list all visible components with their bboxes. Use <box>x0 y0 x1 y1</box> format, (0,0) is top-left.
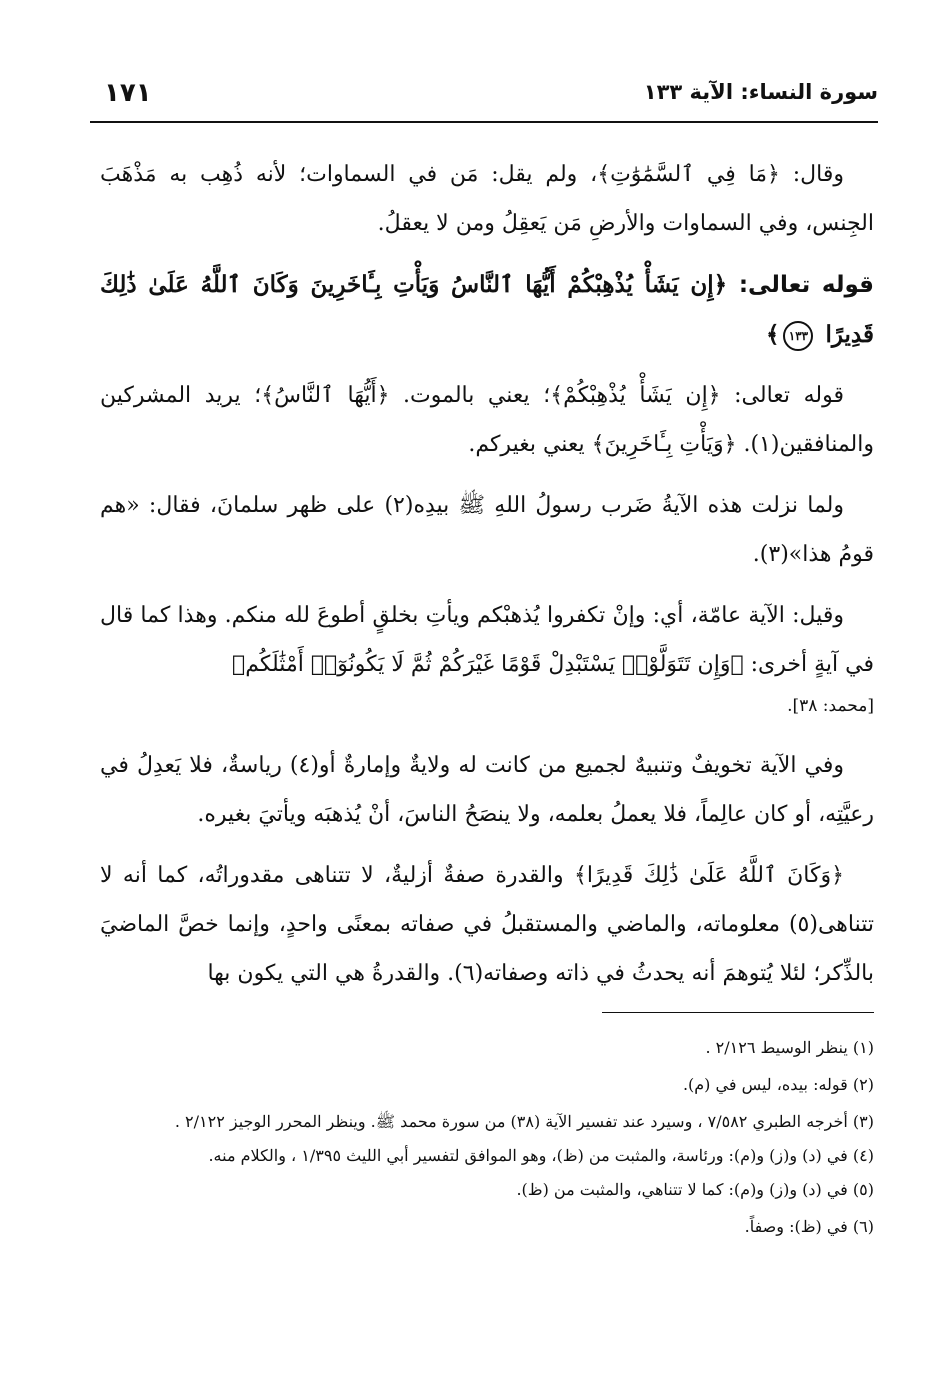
running-title: سورة النساء: الآية ١٣٣ <box>643 80 878 104</box>
footnote-2: (٢) قوله: بيده، ليس في (م). <box>682 1075 874 1094</box>
page-number: ١٧١ <box>104 78 152 108</box>
footnote-separator <box>602 1012 874 1013</box>
footnote-4: (٤) في (د) و(ز) و(م): ورئاسة، والمثبت من (ظ)، وهو الموافق لتفسير أبي الليث ١/٣٩٥ ، والكلام منه. <box>208 1146 874 1165</box>
footnote-3: (٣) أخرجه الطبري ٧/٥٨٢ ، وسيرد عند تفسير الآية (٣٨) من سورة محمد ﷺ. وينظر المحرر الوجيز ٢/١٢٢ . <box>174 1112 874 1131</box>
header-rule <box>90 121 878 123</box>
paragraph-5: وفي الآية تخويفٌ وتنبيهٌ لجميع من كانت له ولايةٌ وإمارةٌ أو(٤) رياسةٌ، فلا يَعدِلُ في رعيَّتِه، أو كان عالِماً، فلا يعملُ بعلمه، ولا ينصَحُ الناسَ، أنْ يُذهبَه ويأتيَ بغيره. <box>100 753 874 827</box>
paragraph-6: ﴿وَكَانَ ٱللَّهُ عَلَىٰ ذَٰلِكَ قَدِيرًا﴾ والقدرة صفةٌ أزليةٌ، لا تتناهى مقدوراتُه، كما أنه لا تتناهى(٥) معلوماته، والماضي والمستقبلُ في صفاته بمعنًى واحدٍ، وإنما خصَّ الماضيَ بالذِّكر؛ لئلا يُتوهمَ أنه يحدثُ في ذاته وصفاته(٦). والقدرةُ هي التي يكون بها <box>100 863 874 986</box>
surah-reference: [محمد: ٣٨]. <box>787 696 874 716</box>
footnote-6: (٦) في (ظ): وصفاً. <box>744 1217 874 1236</box>
footnotes <box>100 1034 874 1250</box>
footnote-1: (١) ينظر الوسيط ٢/١٢٦ . <box>705 1038 874 1057</box>
paragraph-2: قوله تعالى: ﴿إِن يَشَأْ يُذْهِبْكُمْ﴾؛ يعني بالموت. ﴿أَيُّهَا ٱلنَّاسُ﴾؛ يريد المشركين والمنافقين(١). ﴿وَيَأْتِ بِـَٔاخَرِينَ﴾ يعني بغيركم. <box>100 383 874 457</box>
verse-number-marker: ١٣٣ <box>783 321 813 351</box>
verse-heading <box>100 260 874 359</box>
verse-heading-text: ﴿إِن يَشَأْ يُذْهِبْكُمْ أَيُّهَا ٱلنَّاسُ وَيَأْتِ بِـَٔاخَرِينَ وَكَانَ ٱللَّهُ عَلَىٰ ذَٰلِكَ قَدِيرًا <box>100 271 874 348</box>
paragraph-1: وقال: ﴿مَا فِي ٱلسَّمَٰوَٰتِ﴾، ولم يقل: مَن في السماوات؛ لأنه ذُهِب به مَذْهَبَ الجِنس، وفي السماوات والأرضِ مَن يَعقِلُ ومن لا يعقلُ. <box>100 162 874 236</box>
paragraph-4: وقيل: الآية عامّة، أي: وإنْ تكفروا يُذهبْكم ويأتِ بخلقٍ أطوعَ لله منكم. وهذا كما قال في آيةٍ أخرى: ﴿وَإِن تَتَوَلَّوْا۟ يَسْتَبْدِلْ قَوْمًا غَيْرَكُمْ ثُمَّ لَا يَكُونُوٓا۟ أَمْثَٰلَكُم﴾ <box>100 603 874 677</box>
verse-close-bracket: ﴾ <box>765 321 780 348</box>
footnote-5: (٥) في (د) و(ز) و(م): كما لا تتناهي، والمثبت من (ظ). <box>516 1180 874 1199</box>
main-text <box>100 150 874 1010</box>
page-header <box>90 78 878 118</box>
paragraph-3: ولما نزلت هذه الآيةُ ضَرب رسولُ اللهِ ﷺ بيدِه(٢) على ظهر سلمانَ، فقال: «هم قومُ هذا»(٣). <box>100 493 874 567</box>
verse-heading-label: قوله تعالى: <box>738 272 874 298</box>
